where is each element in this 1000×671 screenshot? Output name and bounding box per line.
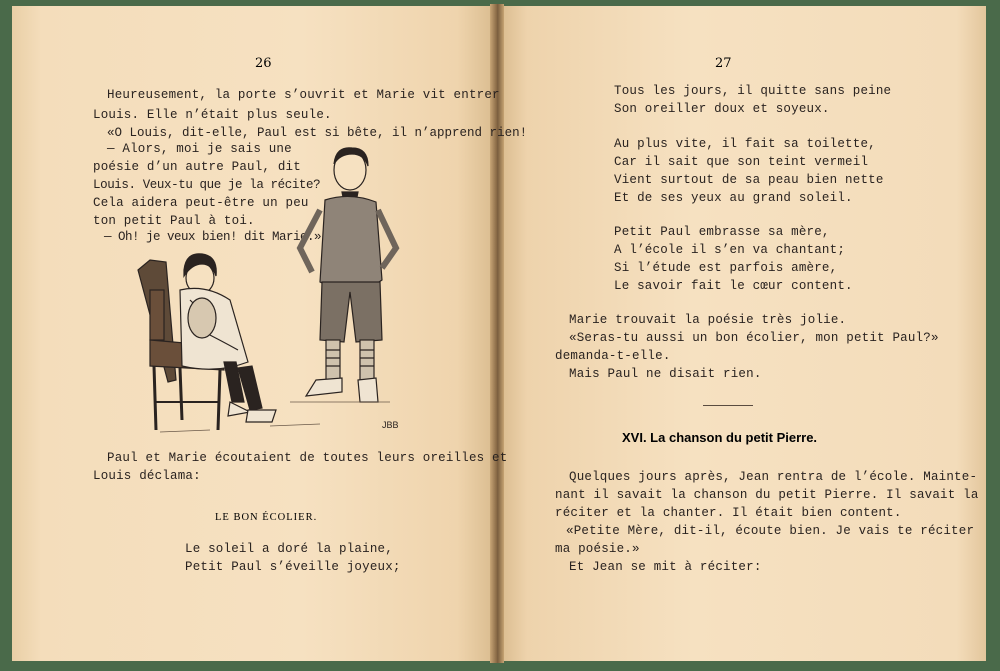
text-line: nant il savait la chanson du petit Pierre. Il savait la — [555, 488, 979, 502]
text-line: Paul et Marie écoutaient de toutes leurs oreilles et — [107, 451, 508, 465]
illustration-children — [120, 140, 420, 440]
poem-line: Car il sait que son teint vermeil — [614, 155, 869, 169]
poem-line: Tous les jours, il quitte sans peine — [614, 84, 892, 98]
poem-line: Et de ses yeux au grand soleil. — [614, 191, 853, 205]
text-line: Louis déclama: — [93, 469, 201, 483]
floor-shadow — [160, 402, 390, 432]
text-line: — Oh! je veux bien! dit Marie.» — [104, 230, 322, 244]
poem-line: Le soleil a doré la plaine, — [185, 542, 393, 556]
text-line: Marie trouvait la poésie très jolie. — [569, 313, 847, 327]
illustration-signature: JBB — [382, 420, 399, 430]
girl-on-chair — [138, 254, 276, 430]
book-gutter — [490, 4, 504, 663]
poem-line: Si l’étude est parfois amère, — [614, 261, 838, 275]
text-line: réciter et la chanter. Il était bien content. — [555, 506, 902, 520]
text-line: demanda-t-elle. — [555, 349, 671, 363]
poem-line: Au plus vite, il fait sa toilette, — [614, 137, 876, 151]
text-line: «Petite Mère, dit-il, écoute bien. Je vais te réciter — [566, 524, 975, 538]
poem-line: Vient surtout de sa peau bien nette — [614, 173, 884, 187]
text-line: Cela aidera peut-être un peu — [93, 196, 309, 210]
text-line: Mais Paul ne disait rien. — [569, 367, 762, 381]
page-number-right: 27 — [715, 56, 732, 71]
text-line: Louis. Veux-tu que je la récite? — [93, 178, 321, 192]
section-divider — [703, 405, 753, 406]
chapter-title: XVI. La chanson du petit Pierre. — [622, 430, 818, 445]
boy-figure — [300, 148, 396, 402]
text-line: Et Jean se mit à réciter: — [569, 560, 762, 574]
text-line: ton petit Paul à toi. — [93, 214, 255, 228]
text-line: Louis. Elle n’était plus seule. — [93, 108, 332, 122]
poem-line: Son oreiller doux et soyeux. — [614, 102, 830, 116]
text-line: ma poésie.» — [555, 542, 640, 556]
text-line: «Seras-tu aussi un bon écolier, mon petit Paul?» — [569, 331, 939, 345]
poem-line: Le savoir fait le cœur content. — [614, 279, 853, 293]
text-line: Quelques jours après, Jean rentra de l’école. Mainte- — [569, 470, 978, 484]
text-line: poésie d’un autre Paul, dit — [93, 160, 301, 174]
poem-title: LE BON ÉCOLIER. — [215, 512, 318, 523]
text-line: Heureusement, la porte s’ouvrit et Marie vit entrer — [107, 88, 500, 102]
text-line: «O Louis, dit-elle, Paul est si bête, il n’apprend rien! — [107, 126, 528, 140]
page-number-left: 26 — [255, 56, 272, 71]
poem-line: Petit Paul s’éveille joyeux; — [185, 560, 401, 574]
poem-line: Petit Paul embrasse sa mère, — [614, 225, 830, 239]
poem-line: A l’école il s’en va chantant; — [614, 243, 846, 257]
text-line: — Alors, moi je sais une — [107, 142, 292, 156]
